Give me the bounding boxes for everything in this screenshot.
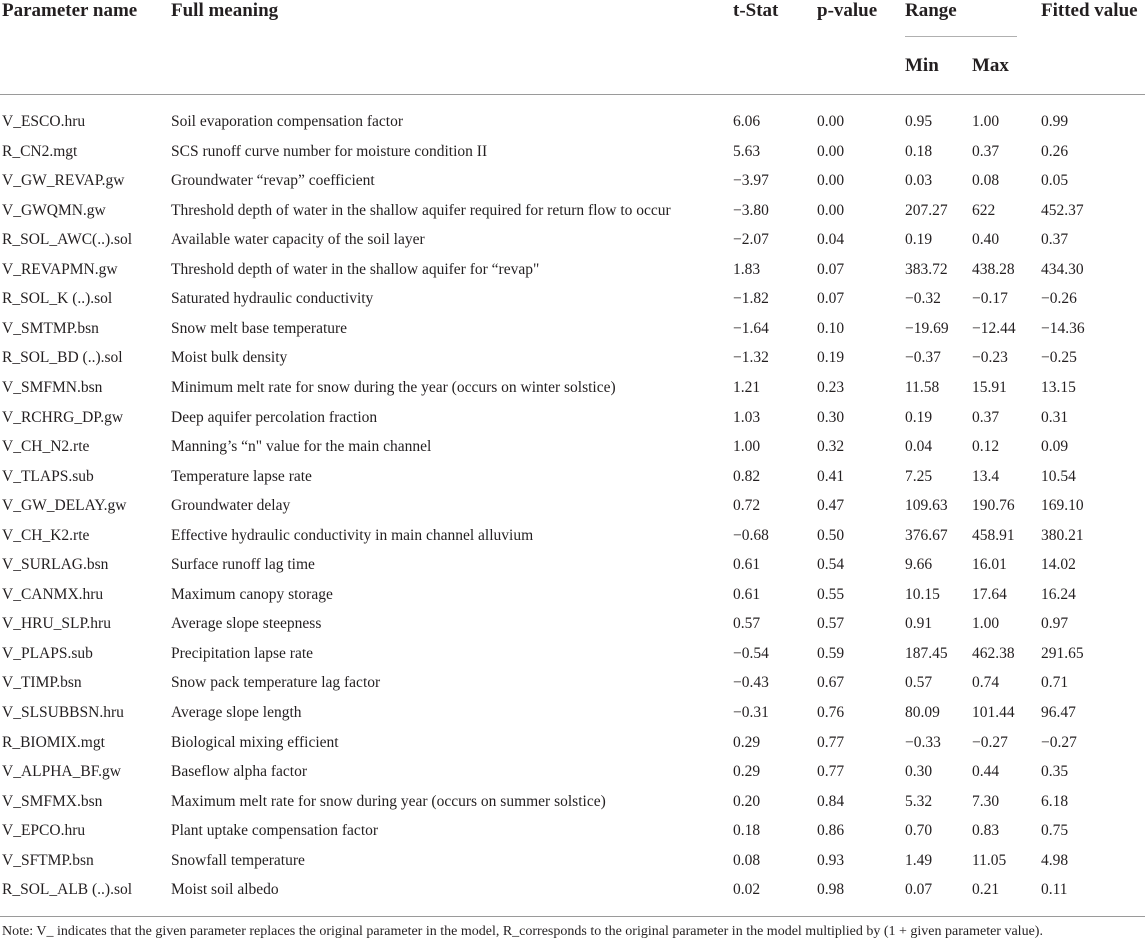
table-row	[0, 609, 1145, 639]
t-stat-cell: 0.72	[733, 497, 761, 515]
range-max-cell: −0.23	[972, 349, 1008, 367]
range-min-cell: 5.32	[905, 792, 933, 810]
range-max-cell: 462.38	[972, 644, 1015, 662]
range-min-cell: 376.67	[905, 526, 948, 544]
full-meaning-cell: Surface runoff lag time	[171, 556, 315, 574]
full-meaning-cell: Maximum canopy storage	[171, 585, 333, 603]
parameter-name-cell: V_HRU_SLP.hru	[2, 615, 111, 633]
range-max-cell: 0.40	[972, 231, 1000, 249]
range-max-cell: 13.4	[972, 467, 1000, 485]
p-value-cell: 0.50	[817, 526, 845, 544]
range-max-cell: 17.64	[972, 585, 1007, 603]
p-value-cell: 0.77	[817, 763, 845, 781]
table-row	[0, 314, 1145, 344]
range-max-cell: 0.08	[972, 172, 1000, 190]
t-stat-cell: 0.02	[733, 881, 761, 899]
fitted-value-cell: 4.98	[1041, 851, 1069, 869]
t-stat-cell: 0.57	[733, 615, 761, 633]
range-min-cell: 0.70	[905, 822, 933, 840]
t-stat-cell: 0.61	[733, 585, 761, 603]
parameter-name-cell: R_BIOMIX.mgt	[2, 733, 105, 751]
table-row	[0, 757, 1145, 787]
p-value-cell: 0.84	[817, 792, 845, 810]
table-row	[0, 284, 1145, 314]
fitted-value-cell: 434.30	[1041, 260, 1084, 278]
p-value-cell: 0.47	[817, 497, 845, 515]
t-stat-cell: 0.18	[733, 822, 761, 840]
full-meaning-cell: Available water capacity of the soil layer	[171, 231, 425, 249]
range-max-cell: 190.76	[972, 497, 1015, 515]
table-row	[0, 107, 1145, 137]
t-stat-cell: −0.68	[733, 526, 769, 544]
full-meaning-cell: Average slope steepness	[171, 615, 322, 633]
parameter-name-cell: V_CH_K2.rte	[2, 526, 90, 544]
p-value-cell: 0.00	[817, 113, 845, 130]
table-row	[0, 373, 1145, 403]
fitted-value-cell: 0.31	[1041, 408, 1069, 426]
range-min-cell: 7.25	[905, 467, 933, 485]
t-stat-cell: 0.82	[733, 467, 761, 485]
table-row	[0, 787, 1145, 817]
fitted-value-cell: −0.25	[1041, 349, 1077, 367]
fitted-value-cell: 0.35	[1041, 763, 1069, 781]
t-stat-cell: 0.61	[733, 556, 761, 574]
p-value-cell: 0.00	[817, 172, 845, 190]
range-min-cell: 10.15	[905, 585, 940, 603]
fitted-value-cell: 380.21	[1041, 526, 1084, 544]
p-value-cell: 0.00	[817, 142, 845, 160]
t-stat-cell: −1.64	[733, 319, 769, 337]
t-stat-cell: −0.54	[733, 644, 769, 662]
range-min-cell: 0.04	[905, 438, 933, 456]
parameter-name-cell: R_CN2.mgt	[2, 142, 78, 160]
fitted-value-cell: −14.36	[1041, 319, 1085, 337]
full-meaning-cell: Groundwater delay	[171, 497, 291, 515]
t-stat-cell: −1.82	[733, 290, 769, 308]
table-row	[0, 166, 1145, 196]
t-stat-cell: −3.97	[733, 172, 769, 190]
range-max-cell: 0.83	[972, 822, 1000, 840]
header-fitted-value: Fitted value	[1041, 0, 1138, 21]
full-meaning-cell: Threshold depth of water in the shallow aquifer required for return flow to occur	[171, 201, 671, 219]
header-parameter-name: Parameter name	[2, 0, 138, 21]
full-meaning-cell: Soil evaporation compensation factor	[171, 113, 404, 130]
parameter-name-cell: R_SOL_AWC(..).sol	[2, 231, 133, 249]
t-stat-cell: 5.63	[733, 142, 761, 160]
parameter-name-cell: V_SMTMP.bsn	[2, 319, 99, 337]
p-value-cell: 0.98	[817, 881, 845, 899]
range-min-cell: 383.72	[905, 260, 948, 278]
fitted-value-cell: −0.26	[1041, 290, 1077, 308]
table-header	[0, 0, 1145, 95]
range-min-cell: 0.91	[905, 615, 933, 633]
t-stat-cell: 0.29	[733, 733, 761, 751]
t-stat-cell: 1.83	[733, 260, 761, 278]
range-max-cell: 7.30	[972, 792, 1000, 810]
table-row	[0, 343, 1145, 373]
t-stat-cell: −3.80	[733, 201, 769, 219]
parameter-name-cell: V_CH_N2.rte	[2, 438, 90, 456]
t-stat-cell: −0.31	[733, 704, 769, 721]
range-max-cell: 622	[972, 201, 996, 219]
parameter-name-cell: V_SMFMN.bsn	[2, 378, 103, 396]
full-meaning-cell: Minimum melt rate for snow during the year (occurs on winter solstice)	[171, 378, 616, 396]
p-value-cell: 0.55	[817, 585, 845, 603]
parameter-name-cell: R_SOL_K (..).sol	[2, 290, 113, 308]
header-min: Min	[905, 55, 939, 76]
header-range: Range	[905, 0, 957, 21]
parameter-name-cell: V_PLAPS.sub	[2, 644, 93, 662]
parameter-name-cell: V_TIMP.bsn	[2, 674, 82, 692]
full-meaning-cell: Maximum melt rate for snow during year (occurs on summer solstice)	[171, 792, 606, 810]
p-value-cell: 0.19	[817, 349, 845, 367]
t-stat-cell: 0.08	[733, 851, 761, 869]
range-min-cell: 0.19	[905, 231, 933, 249]
full-meaning-cell: Snow melt base temperature	[171, 319, 348, 337]
range-max-cell: 0.44	[972, 763, 1000, 781]
full-meaning-cell: Threshold depth of water in the shallow aquifer for “revap"	[171, 260, 540, 278]
p-value-cell: 0.30	[817, 408, 845, 426]
t-stat-cell: 0.29	[733, 763, 761, 781]
table-row	[0, 196, 1145, 226]
parameter-name-cell: R_SOL_ALB (..).sol	[2, 881, 133, 899]
full-meaning-cell: Plant uptake compensation factor	[171, 822, 379, 840]
p-value-cell: 0.77	[817, 733, 845, 751]
header-rule	[0, 94, 1145, 95]
range-max-cell: 101.44	[972, 704, 1015, 721]
table-row	[0, 491, 1145, 521]
parameter-name-cell: V_RCHRG_DP.gw	[2, 408, 124, 426]
t-stat-cell: 1.00	[733, 438, 761, 456]
full-meaning-cell: Baseflow alpha factor	[171, 763, 307, 781]
full-meaning-cell: SCS runoff curve number for moisture condition II	[171, 142, 488, 160]
range-min-cell: 80.09	[905, 704, 940, 721]
range-max-cell: −12.44	[972, 319, 1016, 337]
fitted-value-cell: 96.47	[1041, 704, 1076, 721]
fitted-value-cell: 0.99	[1041, 113, 1069, 130]
full-meaning-cell: Snowfall temperature	[171, 851, 305, 869]
full-meaning-cell: Effective hydraulic conductivity in main channel alluvium	[171, 526, 534, 544]
t-stat-cell: 0.20	[733, 792, 761, 810]
full-meaning-cell: Snow pack temperature lag factor	[171, 674, 381, 692]
full-meaning-cell: Moist soil albedo	[171, 881, 279, 899]
parameter-name-cell: V_GW_REVAP.gw	[2, 172, 125, 190]
range-max-cell: 11.05	[972, 851, 1007, 869]
fitted-value-cell: 16.24	[1041, 585, 1076, 603]
p-value-cell: 0.23	[817, 378, 845, 396]
p-value-cell: 0.76	[817, 704, 845, 721]
t-stat-cell: 1.03	[733, 408, 761, 426]
header-max: Max	[972, 55, 1009, 76]
table-row	[0, 639, 1145, 669]
t-stat-cell: 1.21	[733, 378, 761, 396]
header-full-meaning: Full meaning	[171, 0, 279, 21]
header-t-stat: t-Stat	[733, 0, 779, 21]
range-max-cell: 438.28	[972, 260, 1015, 278]
p-value-cell: 0.41	[817, 467, 845, 485]
table-row	[0, 137, 1145, 167]
full-meaning-cell: Saturated hydraulic conductivity	[171, 290, 374, 308]
parameter-name-cell: V_GWQMN.gw	[2, 201, 106, 219]
full-meaning-cell: Average slope length	[171, 704, 302, 721]
parameter-name-cell: V_GW_DELAY.gw	[2, 497, 127, 515]
fitted-value-cell: 0.11	[1041, 881, 1068, 899]
parameter-name-cell: V_SFTMP.bsn	[2, 851, 94, 869]
range-min-cell: 9.66	[905, 556, 933, 574]
header-p-value: p-value	[817, 0, 878, 21]
fitted-value-cell: −0.27	[1041, 733, 1077, 751]
range-max-cell: −0.17	[972, 290, 1008, 308]
table-row	[0, 550, 1145, 580]
fitted-value-cell: 452.37	[1041, 201, 1084, 219]
range-min-cell: −0.32	[905, 290, 941, 308]
table-row	[0, 668, 1145, 698]
table-row	[0, 521, 1145, 551]
range-max-cell: 0.37	[972, 408, 1000, 426]
range-max-cell: 458.91	[972, 526, 1015, 544]
range-min-cell: 0.19	[905, 408, 933, 426]
range-max-cell: 0.37	[972, 142, 1000, 160]
table-row	[0, 403, 1145, 433]
fitted-value-cell: 0.37	[1041, 231, 1069, 249]
t-stat-cell: −1.32	[733, 349, 769, 367]
p-value-cell: 0.93	[817, 851, 845, 869]
fitted-value-cell: 0.05	[1041, 172, 1069, 190]
table-row	[0, 462, 1145, 492]
full-meaning-cell: Temperature lapse rate	[171, 467, 312, 485]
parameter-name-cell: R_SOL_BD (..).sol	[2, 349, 123, 367]
range-min-cell: 0.95	[905, 113, 933, 130]
fitted-value-cell: 0.75	[1041, 822, 1069, 840]
parameter-name-cell: V_SMFMX.bsn	[2, 792, 103, 810]
p-value-cell: 0.04	[817, 231, 845, 249]
parameter-name-cell: V_SURLAG.bsn	[2, 556, 109, 574]
range-max-cell: 1.00	[972, 113, 1000, 130]
p-value-cell: 0.67	[817, 674, 845, 692]
p-value-cell: 0.86	[817, 822, 845, 840]
full-meaning-cell: Biological mixing efficient	[171, 733, 339, 751]
range-max-cell: 15.91	[972, 378, 1007, 396]
parameter-name-cell: V_TLAPS.sub	[2, 467, 94, 485]
p-value-cell: 0.57	[817, 615, 845, 633]
fitted-value-cell: 13.15	[1041, 378, 1076, 396]
fitted-value-cell: 291.65	[1041, 644, 1084, 662]
p-value-cell: 0.00	[817, 201, 845, 219]
full-meaning-cell: Precipitation lapse rate	[171, 644, 314, 662]
range-min-cell: 0.30	[905, 763, 933, 781]
parameter-name-cell: V_ALPHA_BF.gw	[2, 763, 121, 781]
fitted-value-cell: 169.10	[1041, 497, 1084, 515]
t-stat-cell: −0.43	[733, 674, 769, 692]
full-meaning-cell: Groundwater “revap” coefficient	[171, 172, 375, 190]
table-note: Note: V_ indicates that the given parameter replaces the original parameter in the model, R_corresponds to the original parameter in the model multiplied by (1 + given parameter value).	[2, 924, 1043, 939]
table-row	[0, 846, 1145, 876]
parameter-name-cell: V_EPCO.hru	[2, 822, 86, 840]
table-row	[0, 432, 1145, 462]
range-min-cell: 187.45	[905, 644, 948, 662]
range-min-cell: 11.58	[905, 378, 940, 396]
range-max-cell: 16.01	[972, 556, 1007, 574]
p-value-cell: 0.07	[817, 260, 845, 278]
table-row	[0, 728, 1145, 758]
p-value-cell: 0.54	[817, 556, 845, 574]
fitted-value-cell: 0.09	[1041, 438, 1069, 456]
table-row	[0, 225, 1145, 255]
range-max-cell: 0.21	[972, 881, 1000, 899]
parameter-name-cell: V_SLSUBBSN.hru	[2, 704, 124, 721]
range-max-cell: −0.27	[972, 733, 1008, 751]
range-max-cell: 0.12	[972, 438, 1000, 456]
range-min-cell: −0.33	[905, 733, 941, 751]
p-value-cell: 0.32	[817, 438, 845, 456]
t-stat-cell: 6.06	[733, 113, 761, 130]
table-row	[0, 698, 1145, 728]
fitted-value-cell: 0.26	[1041, 142, 1069, 160]
range-min-cell: 0.07	[905, 881, 933, 899]
range-min-cell: 0.03	[905, 172, 933, 190]
table-row	[0, 580, 1145, 610]
full-meaning-cell: Moist bulk density	[171, 349, 288, 367]
parameter-name-cell: V_REVAPMN.gw	[2, 260, 118, 278]
range-min-cell: −0.37	[905, 349, 941, 367]
parameter-name-cell: V_CANMX.hru	[2, 585, 104, 603]
full-meaning-cell: Deep aquifer percolation fraction	[171, 408, 378, 426]
table-row	[0, 255, 1145, 285]
table-row	[0, 816, 1145, 846]
fitted-value-cell: 0.97	[1041, 615, 1069, 633]
full-meaning-cell: Manning’s “n" value for the main channel	[171, 438, 432, 456]
p-value-cell: 0.10	[817, 319, 845, 337]
t-stat-cell: −2.07	[733, 231, 769, 249]
p-value-cell: 0.07	[817, 290, 845, 308]
parameter-name-cell: V_ESCO.hru	[2, 113, 86, 130]
fitted-value-cell: 6.18	[1041, 792, 1069, 810]
range-min-cell: 1.49	[905, 851, 933, 869]
footer-rule	[0, 916, 1145, 917]
range-min-cell: 0.57	[905, 674, 933, 692]
range-min-cell: 0.18	[905, 142, 933, 160]
range-min-cell: −19.69	[905, 319, 949, 337]
range-max-cell: 1.00	[972, 615, 1000, 633]
range-divider	[905, 36, 1017, 37]
p-value-cell: 0.59	[817, 644, 845, 662]
table-row	[0, 875, 1145, 905]
fitted-value-cell: 0.71	[1041, 674, 1069, 692]
fitted-value-cell: 14.02	[1041, 556, 1076, 574]
range-max-cell: 0.74	[972, 674, 1000, 692]
range-min-cell: 207.27	[905, 201, 948, 219]
range-min-cell: 109.63	[905, 497, 948, 515]
fitted-value-cell: 10.54	[1041, 467, 1076, 485]
